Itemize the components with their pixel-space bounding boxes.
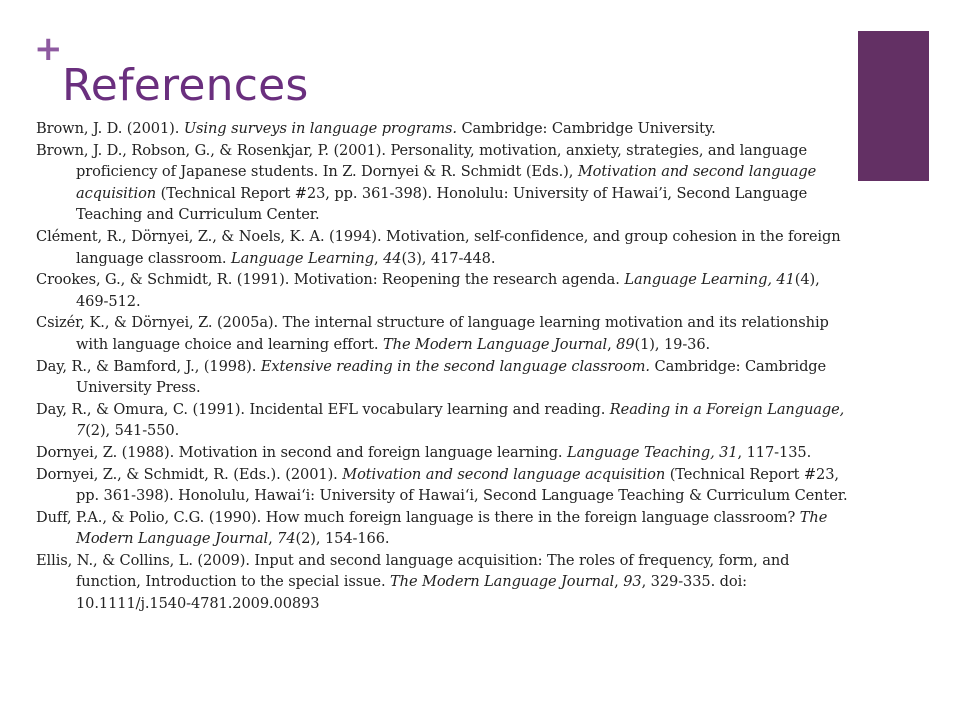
reference-item [36,464,848,507]
accent-bar [858,31,929,181]
reference-italic-text: 89 [616,335,635,353]
reference-italic-text: Reading in a Foreign Language, 7 [76,400,845,440]
reference-text: , 329-335. doi: 10.1111/j.1540-4781.2009.00893 [76,573,747,613]
reference-italic-text: 93 [623,573,642,591]
reference-text: Duff, P.A., & Polio, C.G. (1990). How much foreign language is there in the foreign language classroom? [36,508,800,526]
reference-italic-text: Extensive reading in the second language classroom. [260,357,650,375]
reference-text: (4), 469-512. [76,271,820,310]
reference-item [36,140,848,226]
reference-text: , [614,573,624,591]
reference-text: Clément, R., Dörnyei, Z., & Noels, K. A. (1994). Motivation, self-confidence, and group cohesion in the foreign language classroom. [36,227,841,267]
reference-text: Crookes, G., & Schmidt, R. (1991). Motivation: Reopening the research agenda. [36,271,625,289]
reference-item [36,550,848,615]
reference-text: (2), 154-166. [295,530,390,548]
reference-text: Brown, J. D., Robson, G., & Rosenkjar, P. (2001). Personality, motivation, anxiety, strategies, and language proficiency of Japanese students. In Z. Dornyei & R. Schmidt (Eds.), [36,141,807,181]
reference-list [36,118,848,615]
reference-text: (1), 19-36. [634,335,711,353]
reference-text: (3), 417-448. [401,249,496,267]
slide-title: References [62,60,309,111]
reference-italic-text: The Modern Language Journal [390,573,615,591]
reference-italic-text: Language Learning [231,249,374,267]
reference-item [36,269,848,312]
reference-text: Dornyei, Z. (1988). Motivation in second and foreign language learning. [36,443,568,461]
reference-item [36,399,848,442]
reference-text: (Technical Report #23, pp. 361-398). Honolulu, Hawai‘i: University of Hawai‘i, Second Language Teaching & Curriculum Center. [76,465,848,505]
reference-item [36,442,848,464]
reference-text: , [607,335,617,353]
reference-italic-text: Language Learning, 41 [624,271,795,289]
reference-text: Cambridge: Cambridge University Press. [76,357,827,397]
reference-italic-text: Motivation and second language acquisition [342,465,666,483]
reference-item [36,312,848,355]
plus-bullet-icon: + [34,29,63,69]
reference-text: Cambridge: Cambridge University. [456,120,716,137]
reference-italic-text: The Modern Language Journal [383,335,608,353]
reference-italic-text: 44 [383,249,402,267]
reference-text: Ellis, N., & Collins, L. (2009). Input and second language acquisition: The roles of frequency, form, and function, Introduction to the special issue. [36,551,790,591]
reference-text: Day, R., & Bamford, J., (1998). [36,357,261,375]
reference-italic-text: Language Teaching, 31 [567,443,738,461]
reference-text: Dornyei, Z., & Schmidt, R. (Eds.). (2001). [36,465,343,483]
reference-italic-text: Using surveys in language programs. [183,120,457,137]
reference-item [36,118,848,140]
reference-text: , [268,530,278,548]
reference-italic-text: The Modern Language Journal [76,508,828,548]
reference-italic-text: 74 [277,530,296,548]
reference-text: Csizér, K., & Dörnyei, Z. (2005a). The internal structure of language learning motivation and its relationship with language choice and learning effort. [36,314,829,353]
reference-italic-text: Motivation and second language acquisition [76,163,817,202]
reference-item [36,226,848,269]
reference-text: (Technical Report #23, pp. 361-398). Honolulu: University of Hawai’i, Second Language Teaching and Curriculum Center. [76,184,808,224]
reference-item [36,356,848,399]
reference-text: , [373,249,384,267]
reference-item [36,507,848,550]
reference-text: , 117-135. [737,443,812,461]
reference-text: Brown, J. D. (2001). [36,120,184,137]
reference-text: Day, R., & Omura, C. (1991). Incidental EFL vocabulary learning and reading. [36,400,610,418]
reference-text: (2), 541-550. [85,422,180,440]
